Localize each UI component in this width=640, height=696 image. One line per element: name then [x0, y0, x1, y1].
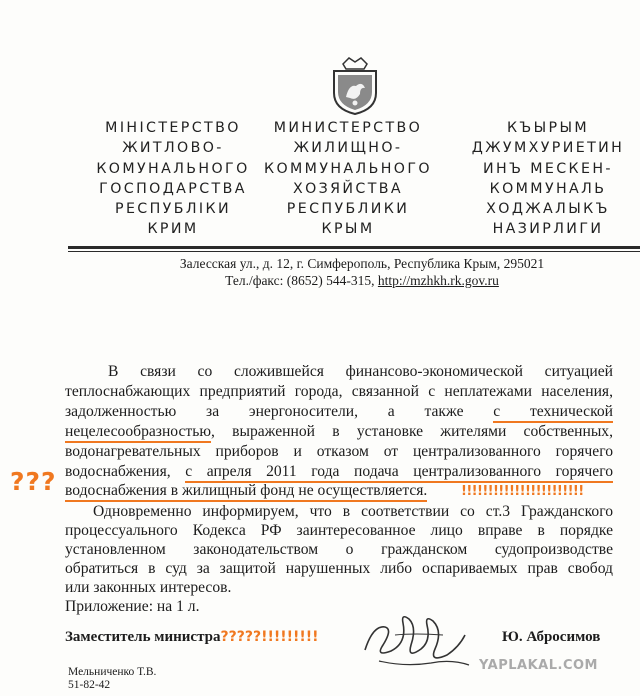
header-ukrainian — [88, 118, 258, 240]
body-text: водоснабжения, — [65, 463, 186, 480]
body-line: Одновременно информируем, что в соответствии со ст.3 Гражданского — [93, 503, 613, 520]
contacts-line — [42, 273, 640, 289]
header-line: МИНИСТЕРСТВО — [273, 120, 423, 136]
executor-info — [68, 666, 156, 692]
attachment-note: Приложение: на 1 л. — [65, 598, 200, 615]
body-line — [65, 422, 613, 441]
handwritten-signature — [355, 605, 475, 677]
header-line: КРЫМ — [321, 221, 375, 238]
header-divider — [68, 246, 640, 249]
header-line: ДЖУМХУРИЕТИН — [471, 140, 625, 157]
header-line: ГОСПОДАРСТВА — [99, 180, 247, 197]
body-line: обратиться в суд за защитой нарушенных либо оспариваемых прав свобод — [65, 560, 613, 577]
header-crimean-tatar — [463, 118, 633, 240]
header-line: КЪЫРЫМ — [506, 120, 590, 136]
body-text: , выраженной в установке жителями собственных, — [210, 423, 613, 440]
header-line: ЖИТЛОВО- — [122, 140, 224, 157]
body-line — [65, 402, 613, 421]
header-line: НАЗИРЛИГИ — [492, 221, 604, 238]
body-text: задолженностью за энергоносители, а также — [65, 403, 494, 420]
body-line: процессуального Кодекса РФ заинтересованное лицо вправе в порядке — [65, 522, 613, 539]
highlighted-phrase: с апреля 2011 года подача централизованного горячего — [185, 463, 613, 483]
crimea-coat-of-arms-icon — [329, 57, 381, 115]
header-line: КОММУНАЛЬ — [489, 180, 607, 197]
header-line: МІНІСТЕРСТВО — [105, 120, 241, 136]
header-divider-thin — [68, 251, 640, 252]
header-line: РЕСПУБЛІКИ — [114, 201, 231, 218]
body-line: установленном законодательством о гражданском судопроизводстве — [65, 541, 613, 558]
question-marks-annotation: ??? — [10, 467, 57, 496]
address-line: Залесская ул., д. 12, г. Симферополь, Республика Крым, 295021 — [179, 256, 545, 271]
highlighted-phrase: с технической — [493, 403, 613, 423]
header-line: КОМУНАЛЬНОГО — [96, 160, 250, 177]
executor-phone: 51-82-42 — [68, 679, 111, 691]
body-line: теплоснабжающих предприятий города, связанной с неплатежами населения, — [65, 383, 613, 400]
exclamations-annotation: !!!!!!!!!!!!!!!!!!!!!!! — [461, 484, 584, 499]
highlighted-phrase: нецелесообразностью — [65, 423, 211, 443]
website-link[interactable]: http://mzhkh.rk.gov.ru — [377, 273, 499, 288]
role-annotation: ?????!!!!!!!!! — [220, 629, 319, 645]
executor-name: Мельниченко Т.В. — [68, 666, 157, 678]
header-line: ИНЪ МЕСКЕН- — [483, 160, 613, 177]
body-line — [65, 462, 613, 481]
header-line: КРИМ — [147, 221, 199, 238]
phone-fax: Тел./факс: (8652) 544-315, — [225, 273, 378, 288]
body-line: В связи со сложившейся финансово-экономической ситуацией — [108, 363, 613, 380]
highlighted-phrase: водоснабжения в жилищный фонд не осуществляется. — [65, 482, 427, 502]
signer-role-text: Заместитель министра — [65, 629, 221, 645]
body-line: водонагревательных приборов и отказом от централизованного горячего — [65, 443, 613, 460]
body-line: или законных интересов. — [65, 579, 232, 596]
header-line: КОММУНАЛЬНОГО — [264, 160, 432, 177]
signer-name: Ю. Абросимов — [502, 629, 601, 645]
header-line: ЖИЛИЩНО- — [293, 140, 403, 157]
signer-role — [65, 629, 319, 646]
header-line: РЕСПУБЛИКИ — [286, 201, 410, 218]
header-russian — [263, 118, 433, 240]
header-line: ХОДЖАЛЫКЪ — [486, 201, 610, 218]
header-line: ХОЗЯЙСТВА — [292, 180, 404, 197]
watermark: YAPLAKAL.COM — [479, 658, 598, 673]
